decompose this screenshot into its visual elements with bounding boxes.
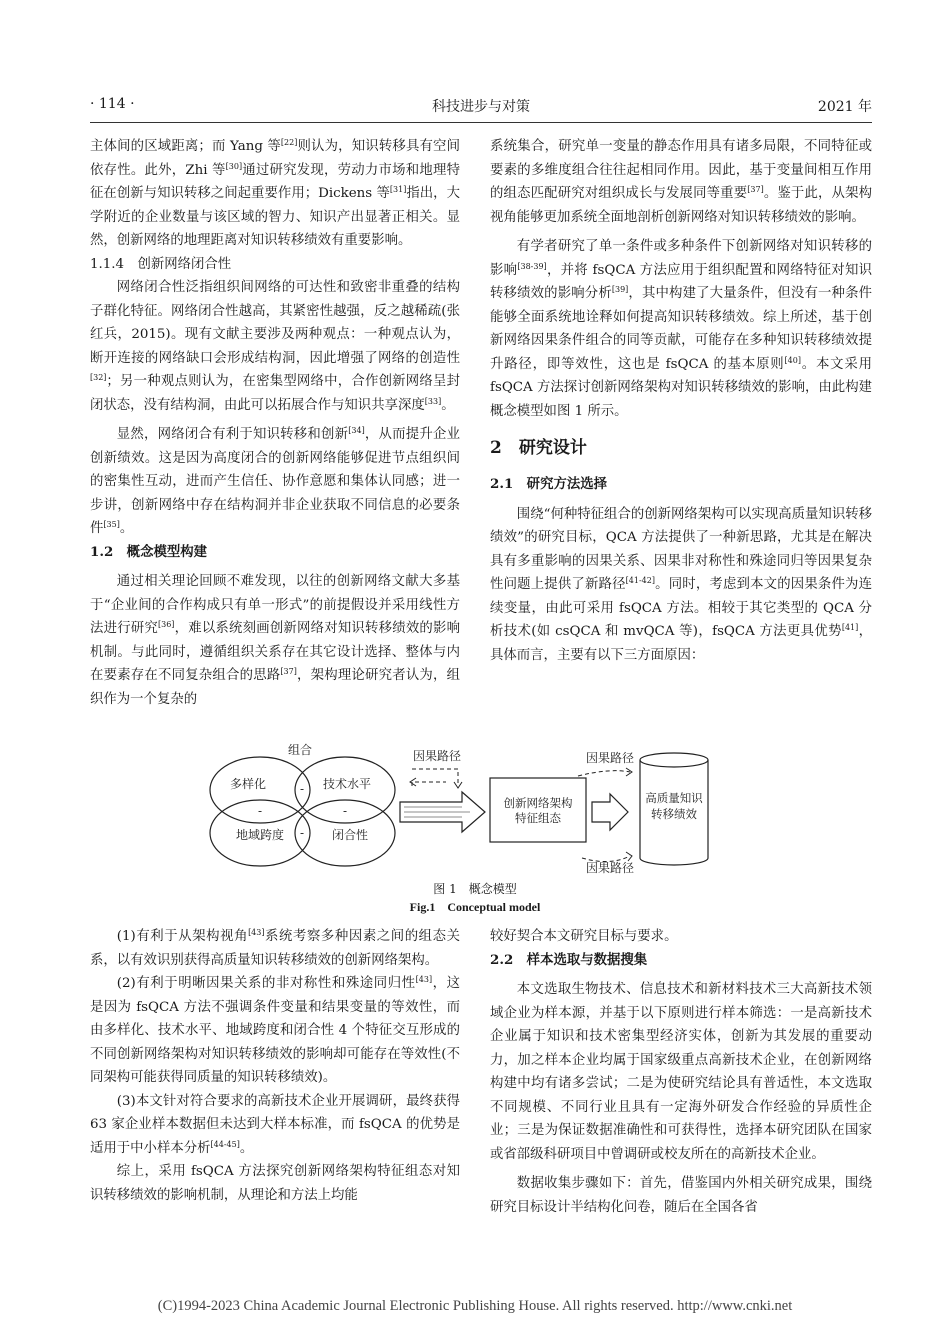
publication-year: 2021 年: [817, 99, 872, 115]
minus-right: -: [342, 804, 348, 818]
citation[interactable]: [31]: [389, 185, 407, 194]
left-column-top: [90, 135, 460, 711]
paragraph: 较好契合本文研究目标与要求。: [490, 929, 678, 944]
cyl-line-2: 转移绩效: [651, 807, 697, 821]
solid-arrow-icon: [592, 794, 628, 830]
paragraph: (1)有利于从架构视角[43]系统考察多种因素之间的组态关系，以有效识别获得高质量知识转移绩效的创新网络架构。: [90, 928, 460, 968]
dashed-arrow-right: [412, 769, 458, 786]
citation[interactable]: [43]: [248, 928, 265, 937]
citation[interactable]: [40]: [784, 355, 801, 365]
citation[interactable]: [32]: [90, 373, 107, 382]
citation[interactable]: [34]: [348, 426, 365, 435]
header-rule: [90, 122, 872, 123]
minus-top: -: [299, 782, 305, 796]
section-heading-2-2: 2.2 样本选取与数据搜集: [490, 951, 648, 968]
left-column-bottom: [90, 925, 460, 1207]
paragraph: 有学者研究了单一条件或多种条件下创新网络对知识转移的影响[38-39]，并将 fsQCA 方法应用于组织配置和网络特征对知识转移绩效的影响分析[39]，其中构建了大量条件，但没有一种条件能够全面系统地诠释如何提高知识转移绩效。综上所述，基于创新网络因果条件组合的同等贡献，可能存在多种知识转移绩效提升路径，即等效性，这也是 fsQCA 的基本原则[40]。本文采用 fsQCA 方法探讨创新网络架构对知识转移绩效的影响，由此构建概念模型如图 1 所示。: [490, 239, 873, 419]
cyl-line-1: 高质量知识: [645, 791, 703, 805]
paragraph: 数据收集步骤如下：首先，借鉴国内外相关研究成果，围绕研究目标设计半结构化问卷，随后在全国各省: [490, 1176, 872, 1215]
section-heading-1-2: 1.2 概念模型构建: [90, 543, 208, 560]
citation[interactable]: [41]: [841, 623, 859, 632]
citation[interactable]: [36]: [158, 620, 175, 629]
figure-caption-en: Fig.1 Conceptual model: [409, 900, 541, 914]
right-column-top: [490, 135, 872, 667]
paragraph: 网络闭合性泛指组织间网络的可达性和致密非重叠的结构子群化特征。网络闭合性越高，其紧密性越强，反之越稀疏(张红兵，2015)。现有文献主要涉及两种观点：一种观点认为，断开连接的网络缺口会形成结构洞，因此增强了网络的创造性[32]；另一种观点则认为，在密集型网络中，合作创新网络呈封闭状态，没有结构洞，由此可以拓展合作与知识共享深度[33]。: [90, 280, 460, 413]
label-diversity: 多样化: [229, 777, 267, 791]
box-line-2: 特征组态: [515, 811, 561, 825]
citation[interactable]: [22]: [280, 138, 298, 147]
right-column-bottom: [490, 925, 872, 1219]
section-heading-1-1-4: 1.1.4 创新网络闭合性: [90, 256, 232, 272]
paragraph: (3)本文针对符合要求的高新技术企业开展调研，最终获得 63 家企业样本数据但未达到大样本标准，而 fsQCA 的优势是适用于中小样本分析[44-45]。: [90, 1093, 460, 1156]
copyright-footer: (C)1994-2023 China Academic Journal Electronic Publishing House. All rights reserved. http://www.cnki.net: [157, 1298, 793, 1314]
section-heading-2-1: 2.1 研究方法选择: [490, 476, 608, 492]
citation[interactable]: [41-42]: [625, 576, 655, 585]
journal-title: 科技进步与对策: [432, 99, 530, 115]
label-closure: 闭合性: [331, 828, 369, 842]
paragraph: 系统集合，研究单一变量的静态作用具有诸多局限，不同特征或要素的多维度组合往往起相同作用。因此，基于变量间相互作用的组态匹配研究对组织成长与发展同等重要[37]。鉴于此，从架构视角能够更加系统全面地剖析创新网络对知识转移绩效的影响。: [490, 139, 873, 225]
citation[interactable]: [30]: [225, 161, 243, 171]
citation[interactable]: [43]: [415, 975, 433, 984]
paragraph: 围绕“何种特征组合的创新网络架构可以实现高质量知识转移绩效”的研究目标，QCA 方法提供了一种新思路，尤其是在解决具有多重影响的因果关系、因果非对称性和殊途同归等因果复杂性问题上提供了新路径[41-42]。同时，考虑到本文的因果条件为连续变量，由此可采用 fsQCA 方法。相较于其它类型的 QCA 分析技术(如 csQCA 和 mvQCA 等)，fsQCA 方法更具优势[41]，具体而言，主要有以下三方面原因：: [490, 506, 873, 663]
paragraph: 主体间的区域距离；而 Yang 等[22]则认为，知识转移具有空间依存性。此外，Zhi 等[30]通过研究发现，劳动力市场和地理特征在创新与知识转移之间起重要作用；Dickens 等[31]指出，大学附近的企业数量与该区域的智力、知识产出显著正相关。显然，创新网络的地理距离对知识转移绩效有重要影响。: [90, 138, 460, 248]
running-header: [90, 96, 872, 118]
citation[interactable]: [44-45]: [210, 1139, 240, 1149]
citation[interactable]: [37]: [280, 667, 297, 676]
network-architecture-box: [490, 778, 586, 842]
figure-caption-cn: 图 1 概念模型: [433, 882, 517, 896]
conceptual-model-figure: [200, 740, 720, 878]
paragraph: 综上，采用 fsQCA 方法探究创新网络架构特征组态对知识转移绩效的影响机制，从理论和方法上均能: [90, 1164, 460, 1203]
minus-bottom: -: [299, 826, 305, 840]
paragraph: 通过相关理论回顾不难发现，以往的创新网络文献大多基于“企业间的合作构成只有单一形式”的前提假设并采用线性方法进行研究[36]，难以系统刻画创新网络对知识转移绩效的影响机制。与此同时，遵循组织关系存在其它设计选择、整体与内在要素存在不同复杂组合的思路[37]，架构理论研究者认为，组织作为一个复杂的: [90, 574, 461, 707]
citation[interactable]: [33]: [424, 396, 442, 406]
section-heading-2: 2 研究设计: [490, 438, 587, 458]
citation[interactable]: [37]: [747, 185, 764, 194]
box-line-1: 创新网络架构: [503, 796, 573, 810]
dashed-arrow-left: [412, 782, 446, 786]
causal-path-label-left: 因果路径: [412, 749, 462, 763]
causal-path-label-top-right: 因果路径: [585, 751, 635, 765]
citation[interactable]: [38-39]: [517, 261, 547, 271]
citation[interactable]: [35]: [103, 520, 120, 529]
paragraph: 显然，网络闭合有利于知识转移和创新[34]，从而提升企业创新绩效。这是因为高度闭合的创新网络能够促进节点组织间的密集性互动，进而产生信任、协作意愿和集体认同感；进一步讲，创新网络中存在结构洞并非企业获取不同信息的必要条件[35]。: [90, 426, 460, 536]
paragraph: 本文选取生物技术、信息技术和新材料技术三大高新技术领域企业为样本源，并基于以下原则进行样本筛选：一是高新技术企业属于知识和技术密集型经济实体，创新为其发展的重要动力，加之样本企业均属于国家级重点高新技术企业，在创新网络构建中均有诸多尝试；二是为使研究结论具有普适性，本文选取不同规模、不同行业且具有一定海外研发合作经验的异质性企业；三是为保证数据准确性和可获得性，选择本研究团队在国家或省部级科研项目中曾调研或校友所在的高新技术企业。: [490, 982, 872, 1162]
citation[interactable]: [39]: [611, 285, 629, 294]
group-label: 组合: [287, 743, 313, 757]
label-geo-span: 地域跨度: [235, 828, 285, 842]
label-tech-level: 技术水平: [322, 777, 372, 791]
paragraph: (2)有利于明晰因果关系的非对称性和殊途同归性[43]，这是因为 fsQCA 方法不强调条件变量和结果变量的等效性，而由多样化、技术水平、地域跨度和闭合性 4 个特征交互形成的不同创新网络架构对知识转移绩效的影响却可能存在等效性(不同架构可能获得同质量的知识转移绩效)。: [90, 975, 461, 1085]
page-number: · 114 ·: [90, 96, 135, 112]
minus-left: -: [257, 804, 263, 818]
causal-path-label-bottom-right: 因果路径: [585, 861, 635, 875]
